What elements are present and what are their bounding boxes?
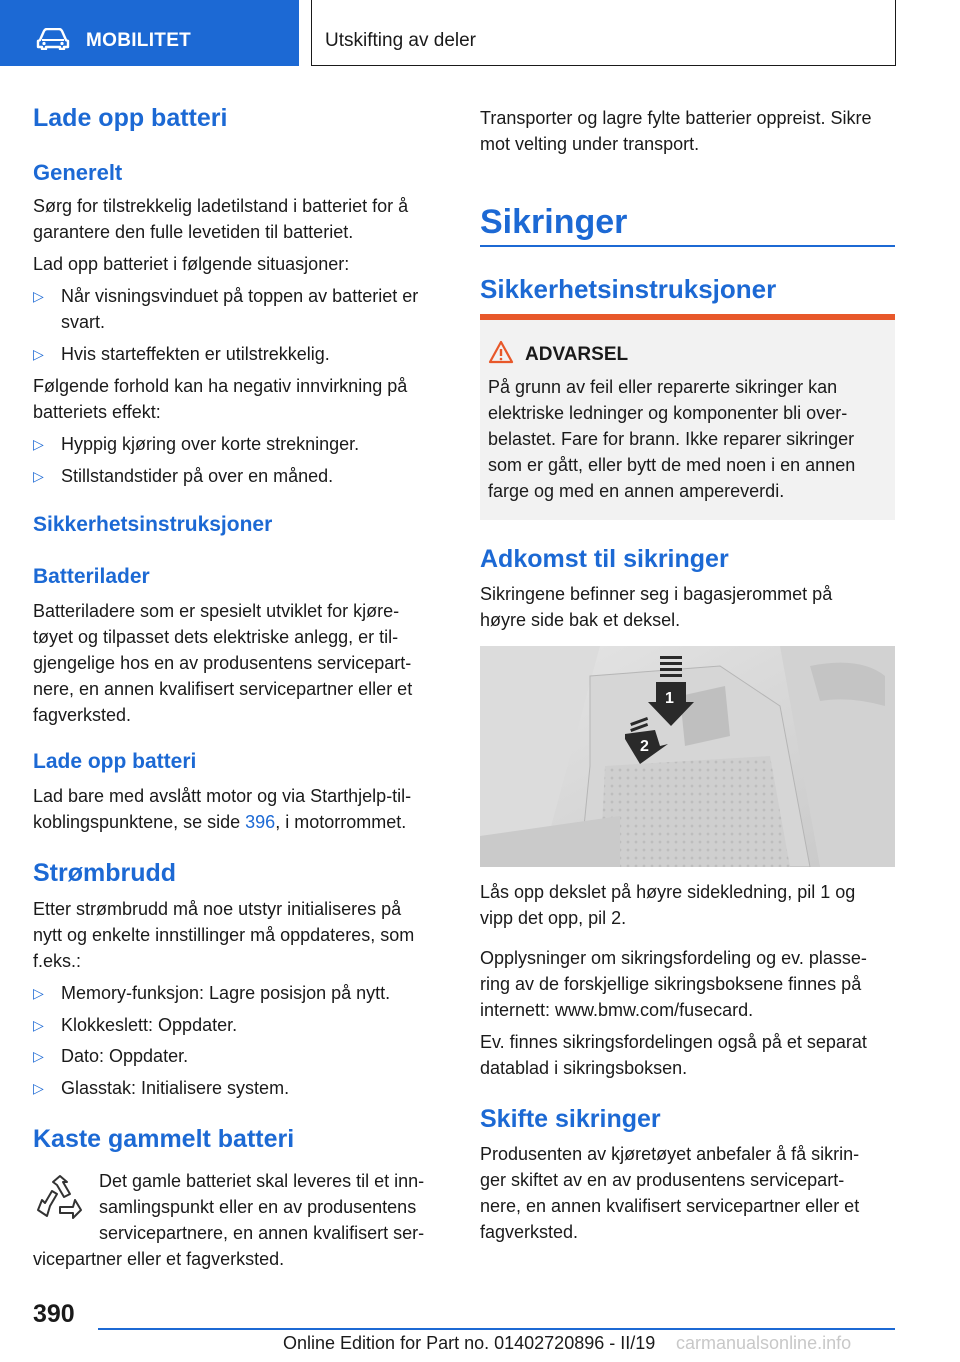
batterilader-paragraph: Batteriladere som er spesielt utviklet for kjøre- tøyet og tilpasset dets elektriske anlegg, er til- gjengelige hos en av produsentens servicepart- nere, en annen kvalifisert servicepartner eller et fagverksted. bbox=[33, 601, 413, 725]
heading-sikkerhetsinstruksjoner-left: Sikkerhetsinstruksjoner bbox=[33, 513, 273, 536]
info-paragraph-2: Ev. finnes sikringsfordelingen også på et separat datablad i sikringsboksen. bbox=[480, 1032, 867, 1078]
heading-strombrudd: Strømbrudd bbox=[33, 859, 177, 887]
heading-lade-opp-batteri: Lade opp batteri bbox=[33, 104, 228, 132]
bullet-triangle-icon: ▷ bbox=[33, 1017, 44, 1033]
heading-adkomst: Adkomst til sikringer bbox=[480, 545, 729, 573]
car-icon bbox=[36, 28, 70, 50]
generelt-paragraph-1: Sørg for tilstrekkelig ladetilstand i batteriet for å garantere den fulle levetiden til batteriet. bbox=[33, 196, 409, 242]
bullet-triangle-icon: ▷ bbox=[33, 346, 44, 362]
fuse-cover-illustration bbox=[480, 646, 895, 867]
heading-batterilader: Batterilader bbox=[33, 565, 150, 588]
kaste-paragraph-last: vicepartner eller et fagverksted. bbox=[33, 1249, 285, 1269]
footer-edition: Online Edition for Part no. 01402720896 - II/19 bbox=[283, 1333, 656, 1353]
lade-paragraph: Lad bare med avslått motor og via Starthjelp-til- koblingspunktene, se side 396, i motorrommet. bbox=[33, 786, 412, 832]
bullet-triangle-icon: ▷ bbox=[33, 1048, 44, 1064]
warning-bar bbox=[480, 314, 895, 320]
strombrudd-paragraph: Etter strømbrudd må noe utstyr initialiseres på nytt og enkelte innstillinger må oppdateres, som f.eks.: bbox=[33, 899, 415, 971]
recycle-icon bbox=[33, 1172, 87, 1226]
warning-triangle-icon bbox=[488, 340, 514, 364]
page-reference-link[interactable]: 396 bbox=[245, 812, 276, 832]
heading-skifte-sikringer: Skifte sikringer bbox=[480, 1105, 661, 1133]
bullet-triangle-icon: ▷ bbox=[33, 288, 44, 304]
heading-generelt: Generelt bbox=[33, 160, 123, 185]
heading-lade-opp-batteri-2: Lade opp batteri bbox=[33, 750, 197, 773]
illustration-caption: Lås opp dekslet på høyre sidekledning, pil 1 og vipp det opp, pil 2. bbox=[480, 882, 856, 928]
info-paragraph-1: Opplysninger om sikringsfordeling og ev. plasse- ring av de forskjellige sikringsboksene finnes på internett: www.bmw.com/fusecard. bbox=[480, 948, 867, 1020]
header-section-label: MOBILITET bbox=[86, 30, 192, 51]
transport-paragraph: Transporter og lagre fylte batterier oppreist. Sikre mot velting under transport. bbox=[480, 108, 872, 154]
skifte-paragraph: Produsenten av kjøretøyet anbefaler å få sikrin- ger skiftet av en av produsentens servicepart- nere, en annen kvalifisert servicepartner eller et fagverksted. bbox=[480, 1144, 860, 1242]
arrow-label-1: 1 bbox=[665, 690, 674, 707]
footer-rule bbox=[98, 1328, 895, 1330]
bullet-triangle-icon: ▷ bbox=[33, 1080, 44, 1096]
heading-kaste-gammelt-batteri: Kaste gammelt batteri bbox=[33, 1125, 295, 1153]
adkomst-paragraph: Sikringene befinner seg i bagasjerommet på høyre side bak et deksel. bbox=[480, 584, 833, 630]
warning-box bbox=[480, 314, 895, 520]
page-number: 390 bbox=[33, 1300, 75, 1328]
heading-sikringer: Sikringer bbox=[480, 203, 628, 241]
kaste-paragraph-indented: Det gamle batteriet skal leveres til et inn- samlingspunkt eller en av produsentens servicepartnere, en annen kvalifisert ser- bbox=[99, 1171, 425, 1243]
warning-title: ADVARSEL bbox=[525, 344, 629, 365]
generelt-paragraph-2: Lad opp batteriet i følgende situasjoner: bbox=[33, 254, 350, 274]
bullet-triangle-icon: ▷ bbox=[33, 468, 44, 484]
header-chapter-label: Utskifting av deler bbox=[325, 30, 477, 51]
heading-rule bbox=[480, 245, 895, 247]
generelt-paragraph-3: Følgende forhold kan ha negativ innvirkning på batteriets effekt: bbox=[33, 376, 408, 422]
bullet-triangle-icon: ▷ bbox=[33, 985, 44, 1001]
warning-body: På grunn av feil eller reparerte sikringer kan elektriske ledninger og komponenter bli over- belastet. Fare for brann. Ikke reparer sikringer som er gått, eller bytt de med noen i en annen farge og med en annen ampereverdi. bbox=[488, 377, 856, 501]
heading-sikkerhetsinstruksjoner-right: Sikkerhetsinstruksjoner bbox=[480, 274, 777, 304]
footer-watermark: carmanualsonline.info bbox=[676, 1333, 852, 1353]
arrow-label-2: 2 bbox=[640, 738, 649, 755]
bullet-triangle-icon: ▷ bbox=[33, 436, 44, 452]
